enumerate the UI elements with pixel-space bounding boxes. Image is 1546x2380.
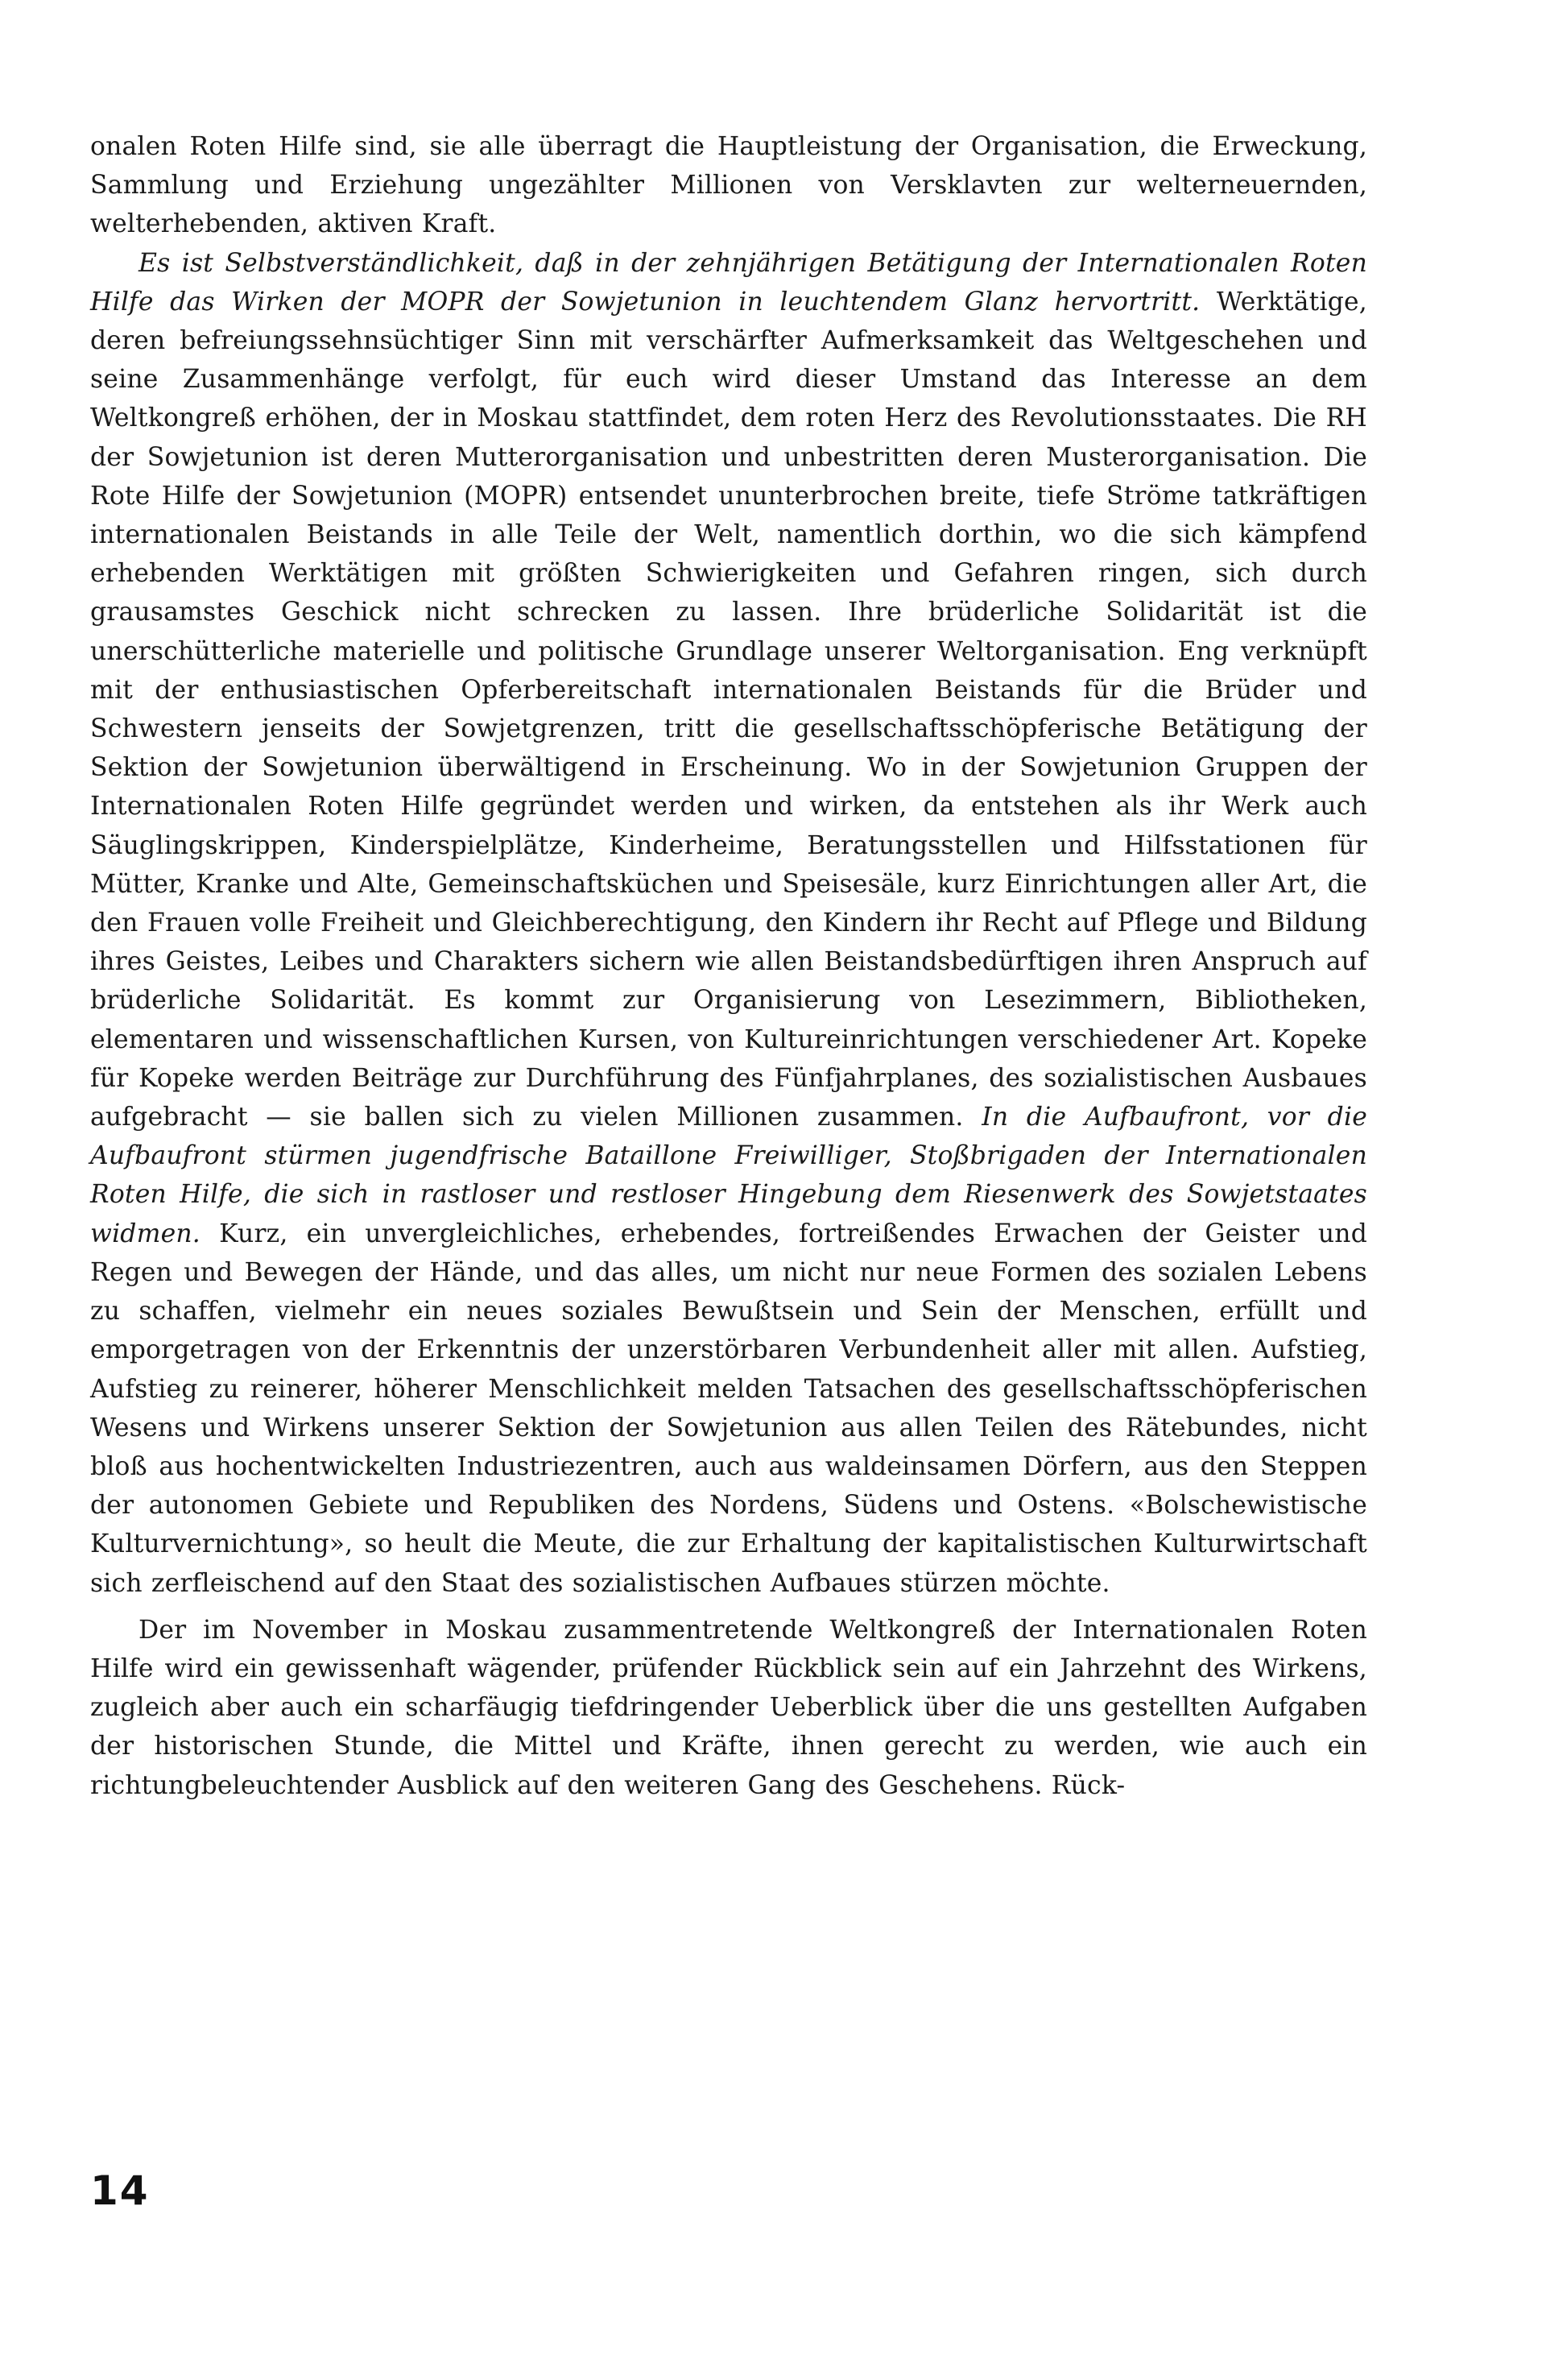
- body-text: [90, 127, 1367, 1805]
- paragraph-mopr: [90, 244, 1367, 1603]
- paragraph-weltkongress: [90, 1611, 1367, 1805]
- text-run: Werktätige, deren befreiungssehnsüchtiger Sinn mit verschärfter Aufmerksamkeit das Weltgeschehen und seine Zusammenhänge verfolgt, für euch wird dieser Umstand das Interesse an dem Weltkongreß erhöhen, der in Moskau stattfindet, dem roten Herz des Revolutionsstaates. Die RH der Sowjetunion ist deren Mutterorganisation und unbestritten deren Musterorganisation. Die Rote Hilfe der Sowjetunion (MOPR) entsendet ununterbrochen breite, tiefe Ströme tatkräftigen internationalen Beistands in alle Teile der Welt, namentlich dorthin, wo die sich kämpfend erhebenden Werktätigen mit größten Schwierigkeiten und Gefahren ringen, sich durch grausamstes Geschick nicht schrecken zu lassen. Ihre brüderliche Solidarität ist die unerschütterliche materielle und politische Grundlage unserer Weltorganisation. Eng verknüpft mit der enthusiastischen Opferbereitschaft internationalen Beistands für die Brüder und Schwestern jenseits der Sowjetgrenzen, tritt die gesellschaftsschöpferische Betätigung der Sektion der Sowjetunion überwältigend in Erscheinung. Wo in der Sowjetunion Gruppen der Internationalen Roten Hilfe gegründet werden und wirken, da entstehen als ihr Werk auch Säuglingskrippen, Kinderspielplätze, Kinderheime, Beratungsstellen und Hilfsstationen für Mütter, Kranke und Alte, Gemeinschaftsküchen und Speisesäle, kurz Einrichtungen aller Art, die den Frauen volle Freiheit und Gleichberechtigung, den Kindern ihr Recht auf Pflege und Bildung ihres Geistes, Leibes und Charakters sichern wie allen Beistandsbedürftigen ihren Anspruch auf brüderliche Solidarität. Es kommt zur Organisierung von Lesezimmern, Bibliotheken, elementaren und wissenschaftlichen Kursen, von Kultureinrichtungen verschiedener Art. Kopeke für Kopeke werden Beiträge zur Durchführung des Fünfjahrplanes, des sozialistischen Ausbaues aufgebracht — sie ballen sich zu vielen Millionen zusammen.: [90, 287, 1367, 1132]
- text-run: Kurz, ein unvergleichliches, erhebendes, fortreißendes Erwachen der Geister und Regen und Bewegen der Hände, und das alles, um nicht nur neue Formen des sozialen Lebens zu schaffen, vielmehr ein neues soziales Bewußtsein und Sein der Menschen, erfüllt und emporgetragen von der Erkenntnis der unzerstörbaren Verbundenheit aller mit allen. Aufstieg, Aufstieg zu reinerer, höherer Menschlichkeit melden Tatsachen des gesellschaftsschöpferischen Wesens und Wirkens unserer Sektion der Sowjetunion aus allen Teilen des Rätebundes, nicht bloß aus hochentwickelten Industriezentren, auch aus waldeinsamen Dörfern, aus den Steppen der autonomen Gebiete und Republiken des Nordens, Südens und Ostens. «Bolschewistische Kulturvernichtung», so heult die Meute, die zur Erhaltung der kapitalistischen Kulturwirtschaft sich zerfleischend auf den Staat des sozialistischen Aufbaues stürzen möchte.: [90, 1219, 1367, 1598]
- paragraph-continuation: [90, 127, 1367, 244]
- page-number: 14: [90, 2167, 150, 2214]
- italic-run: In die Aufbaufront, vor die Aufbaufront stürmen jugendfrische Bataillone Freiwilliger, Stoßbrigaden der Internationalen Roten Hilfe, die sich in rastloser und restloser Hingebung dem Riesenwerk des Sowjetstaates widmen.: [90, 1103, 1367, 1248]
- text-run: onalen Roten Hilfe sind, sie alle überragt die Hauptleistung der Organisation, die Erweckung, Sammlung und Erziehung ungezählter Millionen von Versklavten zur welterneuernden, welterhebenden, aktiven Kraft.: [90, 132, 1367, 239]
- text-run: Der im November in Moskau zusammentretende Weltkongreß der Internationalen Roten Hilfe wird ein gewissenhaft wägender, prüfender Rückblick sein auf ein Jahrzehnt des Wirkens, zugleich aber auch ein scharfäugig tiefdringender Ueberblick über die uns gestellten Aufgaben der historischen Stunde, die Mittel und Kräfte, ihnen gerecht zu werden, wie auch ein richtungbeleuchtender Ausblick auf den weiteren Gang des Geschehens. Rück-: [90, 1615, 1367, 1800]
- italic-run: Es ist Selbstverständlichkeit, daß in der zehnjährigen Betätigung der Internationalen Roten Hilfe das Wirken der MOPR der Sowjetunion in leuchtendem Glanz hervortritt.: [90, 248, 1367, 317]
